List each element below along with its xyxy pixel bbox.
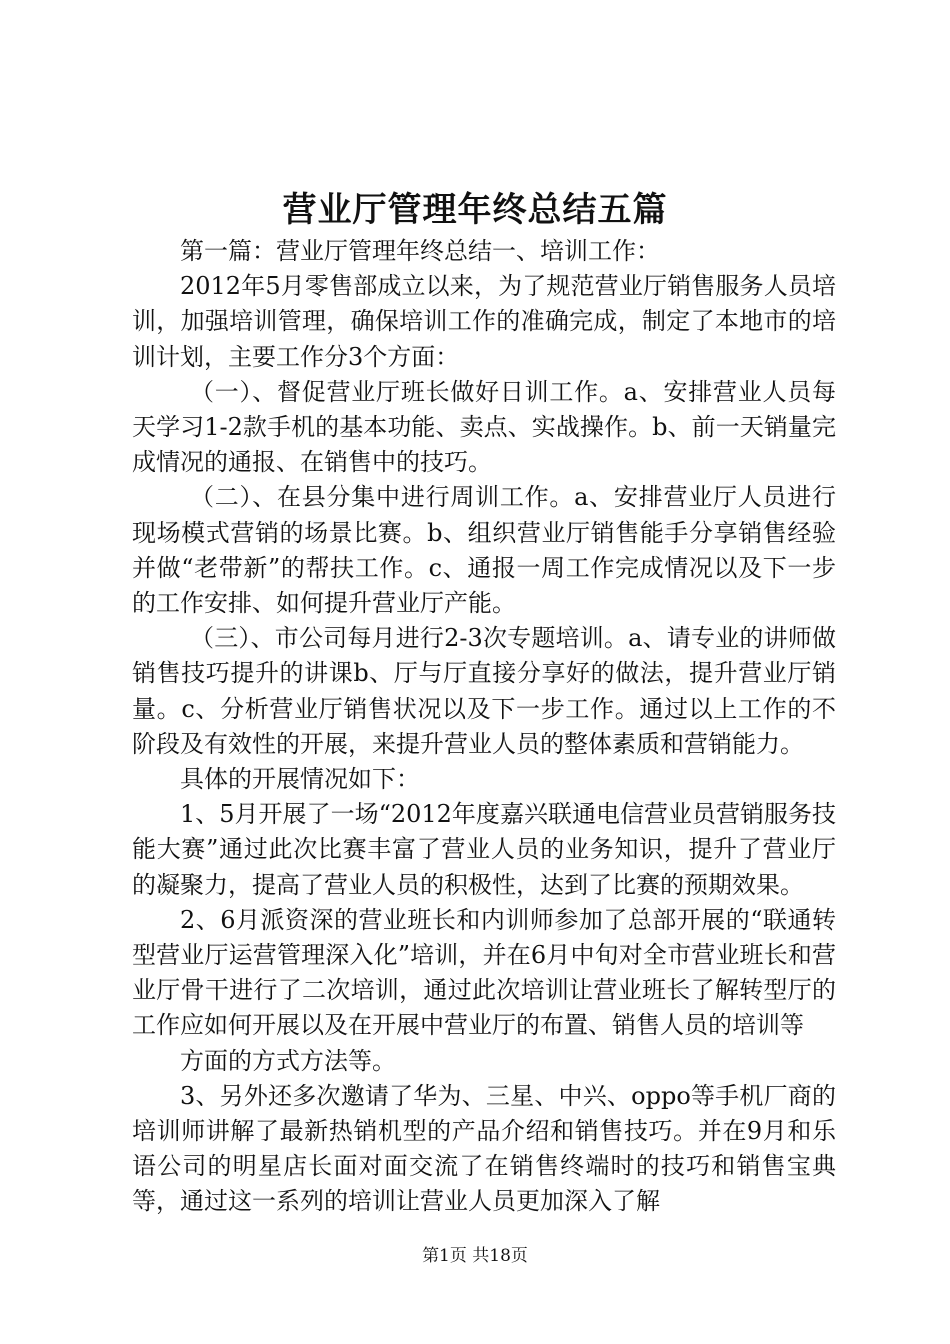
document-title: 营业厅管理年终总结五篇 xyxy=(282,190,668,230)
paragraph: 具体的开展情况如下： xyxy=(180,765,420,794)
paragraph: 方面的方式方法等。 xyxy=(180,1046,396,1075)
paragraph: （二）、在县分集中进行周训工作。a、安排营业厅人员进行现场模式营销的场景比赛。b、组织营业厅销售能手分享销售经验并做“老带新”的帮扶工作。c、通报一周工作完成情况以及下一步的工作安排、如何提升营业厅产能。 xyxy=(132,483,836,618)
document-body xyxy=(132,234,836,1220)
paragraph: 第一篇：营业厅管理年终总结一、培训工作： xyxy=(180,237,660,265)
paragraph: 2、6月派资深的营业班长和内训师参加了总部开展的“联通转型营业厅运营管理深入化”培训，并在6月中旬对全市营业班长和营业厅骨干进行了二次培训，通过此次培训让营业班长了解转型厅的工作应如何开展以及在开展中营业厅的布置、销售人员的培训等 xyxy=(132,905,836,1040)
paragraph: （三）、市公司每月进行2-3次专题培训。a、请专业的讲师做销售技巧提升的讲课b、厅与厅直接分享好的做法，提升营业厅销量。c、分析营业厅销售状况以及下一步工作。通过以上工作的不阶段及有效性的开展，来提升营业人员的整体素质和营销能力。 xyxy=(132,624,836,758)
paragraph: 3、另外还多次邀请了华为、三星、中兴、oppo等手机厂商的培训师讲解了最新热销机型的产品介绍和销售技巧。并在9月和乐语公司的明星店长面对面交流了在销售终端时的技巧和销售宝典等，通过这一系列的培训让营业人员更加深入了解 xyxy=(132,1081,836,1216)
page-footer: 第1页 共18页 xyxy=(422,1246,528,1266)
paragraph: 1、5月开展了一场“2012年度嘉兴联通电信营业员营销服务技能大赛”通过此次比赛丰富了营业人员的业务知识，提升了营业厅的凝聚力，提高了营业人员的积极性，达到了比赛的预期效果。 xyxy=(132,800,836,899)
paragraph: （一）、督促营业厅班长做好日训工作。a、安排营业人员每天学习1-2款手机的基本功能、卖点、实战操作。b、前一天销量完成情况的通报、在销售中的技巧。 xyxy=(132,377,836,477)
paragraph: 2012年5月零售部成立以来，为了规范营业厅销售服务人员培训，加强培训管理，确保培训工作的准确完成，制定了本地市的培训计划，主要工作分3个方面： xyxy=(132,272,836,371)
